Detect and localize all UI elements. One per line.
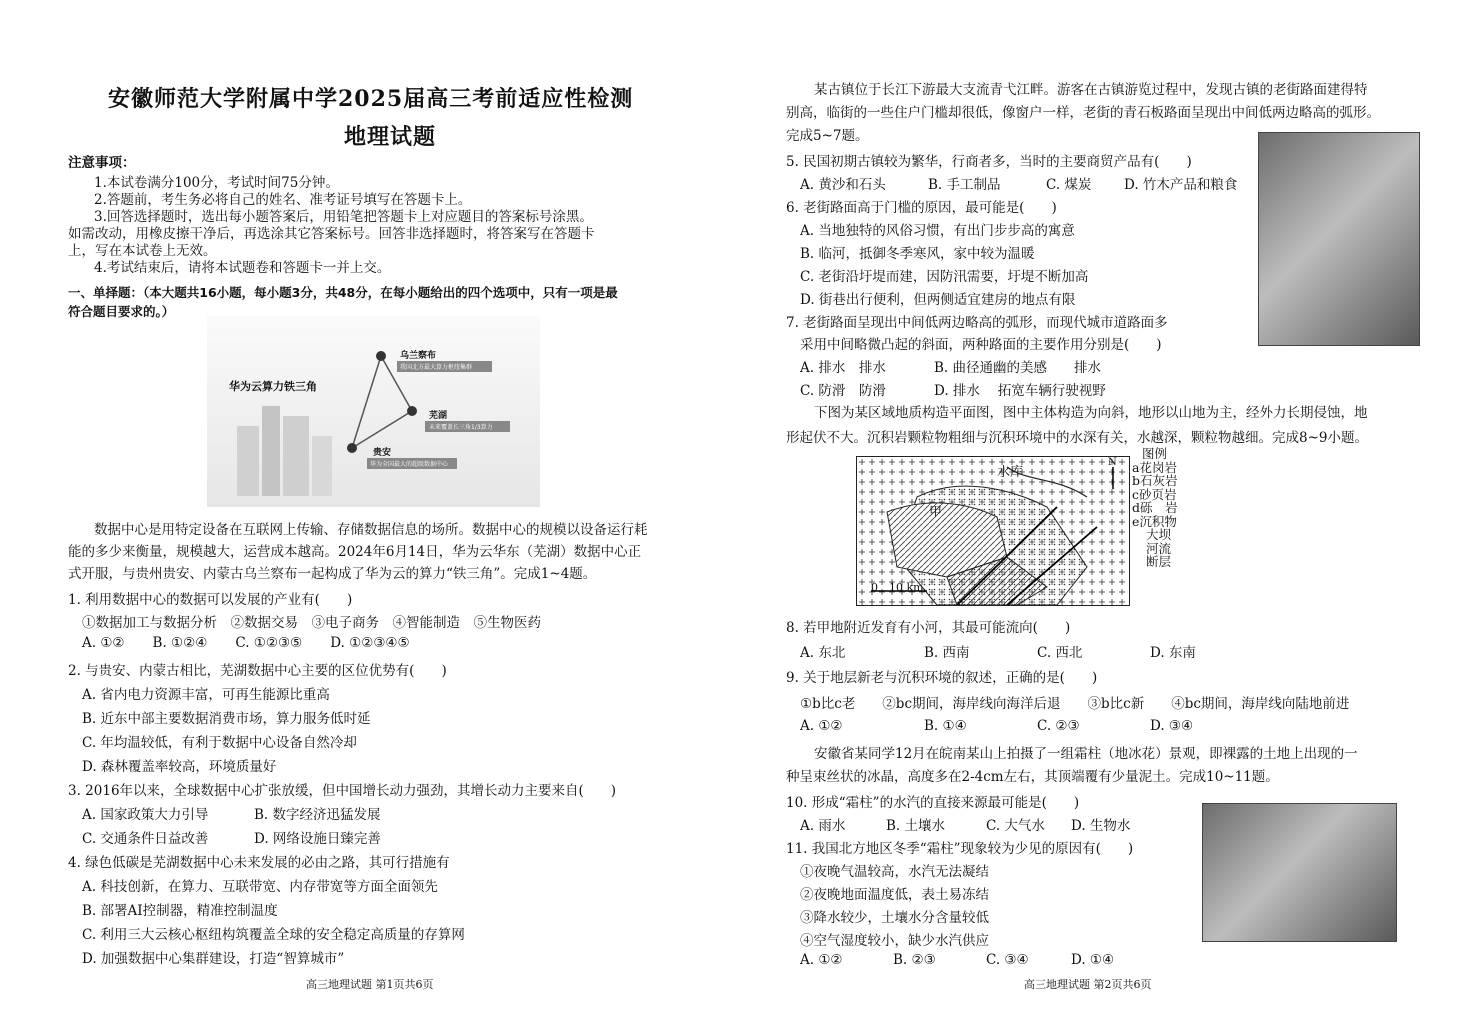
question-1-options xyxy=(82,635,438,651)
city-guian: 贵安 xyxy=(373,448,392,458)
q4-option-c[interactable]: C. 利用三大云核心枢纽构筑覆盖全球的安全稳定高质量的存算网 xyxy=(82,927,465,943)
note-4: 4.考试结束后，请将本试题卷和答题卡一并上交。 xyxy=(94,260,391,276)
map-label-jia: 甲 xyxy=(929,505,943,520)
question-9: 9. 关于地层新老与沉积环境的叙述，正确的是( ) xyxy=(786,670,1098,686)
q4-option-b[interactable]: B. 部署AI控制器，精准控制温度 xyxy=(82,903,278,919)
passage-4-line1: 安徽省某同学12月在皖南某山上拍摄了一组霜柱（地冰花）景观，即裸露的土地上出现的一 xyxy=(814,746,1358,762)
q5-option-c[interactable]: C. 煤炭 xyxy=(1046,177,1092,193)
q10-option-b[interactable]: B. 土壤水 xyxy=(886,818,946,834)
q11-item-3: ③降水较少，土壤水分含量较低 xyxy=(800,910,989,926)
note-2: 2.答题前，考生务必将自己的姓名、准考证号填写在答题卡上。 xyxy=(94,192,472,208)
question-5: 5. 民国初期古镇较为繁华，行商者多，当时的主要商贸产品有( ) xyxy=(786,154,1192,170)
q2-option-b[interactable]: B. 近东中部主要数据消费市场，算力服务低时延 xyxy=(82,711,371,727)
footer-page-1: 高三地理试题 第1页共6页 xyxy=(306,978,434,991)
legend-river: 河流 xyxy=(1146,540,1172,556)
question-4: 4. 绿色低碳是芜湖数据中心未来发展的必由之路，其可行措施有 xyxy=(68,855,450,871)
triangle-svg xyxy=(207,316,540,507)
q2-option-c[interactable]: C. 年均温较低，有利于数据中心设备自然冷却 xyxy=(82,735,357,751)
question-6: 6. 老街路面高于门槛的原因，最可能是( ) xyxy=(786,200,1057,216)
legend-dam: 大坝 xyxy=(1146,527,1172,542)
q2-option-d[interactable]: D. 森林覆盖率较高，环境质量好 xyxy=(82,759,277,775)
q9-option-a[interactable]: A. ①② xyxy=(800,718,843,734)
q11-option-c[interactable]: C. ③④ xyxy=(986,952,1029,968)
exam-subtitle: 地理试题 xyxy=(344,124,437,150)
note-3b: 如需改动，用橡皮擦干净后，再选涂其它答案标号。回答非选择题时，将答案写在答题卡 xyxy=(68,226,595,242)
city-guian-sub: 华为全国最大的超级数据中心 xyxy=(370,461,449,468)
q11-item-4: ④空气湿度较小，缺少水汽供应 xyxy=(800,933,989,949)
q5-option-d[interactable]: D. 竹木产品和粮食 xyxy=(1124,177,1238,193)
passage-3-line1: 下图为某区域地质构造平面图，图中主体构造为向斜，地形以山地为主，经外力长期侵蚀，地 xyxy=(814,405,1368,421)
map-legend xyxy=(1132,447,1227,569)
question-3: 3. 2016年以来，全球数据中心扩张放缓，但中国增长动力强劲，其增长动力主要来自( ) xyxy=(68,783,617,799)
frost-column-photo xyxy=(1202,803,1397,942)
option-c[interactable]: C. ①②③⑤ xyxy=(235,635,303,651)
q3-option-c[interactable]: C. 交通条件日益改善 xyxy=(82,831,209,847)
question-9-items: ①b比c老 ②bc期间，海岸线向海洋后退 ③b比c新 ④bc期间，海岸线向陆地前进 xyxy=(800,696,1350,712)
footer-page-2: 高三地理试题 第2页共6页 xyxy=(1024,978,1152,991)
question-10: 10. 形成“霜柱”的水汽的直接来源最可能是( ) xyxy=(786,795,1080,811)
q8-option-b[interactable]: B. 西南 xyxy=(924,645,970,661)
city-ulanqab: 乌兰察布 xyxy=(400,351,437,361)
passage-2-line3: 完成5~7题。 xyxy=(786,128,869,144)
q6-option-b[interactable]: B. 临河，抵御冬季寒风，家中较为温暖 xyxy=(800,246,1035,262)
notes-heading: 注意事项： xyxy=(68,155,136,171)
map-scale: 0 10 km xyxy=(871,581,924,594)
option-d[interactable]: D. ①②③④⑤ xyxy=(330,635,410,651)
q6-option-d[interactable]: D. 街巷出行便利，但两侧适宜建房的地点有限 xyxy=(800,292,1076,308)
q11-item-1: ①夜晚气温较高，水汽无法凝结 xyxy=(800,864,989,880)
passage-1-line2: 能的多少来衡量，规模越大，运营成本越高。2024年6月14日，华为云华东（芜湖）数据中心正 xyxy=(68,544,642,560)
q7-option-c[interactable]: C. 防滑 防滑 xyxy=(800,383,886,399)
question-1-items: ①数据加工与数据分析 ②数据交易 ③电子商务 ④智能制造 ⑤生物医药 xyxy=(82,615,541,631)
q6-option-a[interactable]: A. 当地独特的风俗习惯，有出门步步高的寓意 xyxy=(800,223,1075,239)
question-2: 2. 与贵安、内蒙古相比，芜湖数据中心主要的区位优势有( ) xyxy=(68,663,447,679)
q10-option-a[interactable]: A. 雨水 xyxy=(800,818,846,834)
q6-option-c[interactable]: C. 老街沿圩堤而建，因防汛需要，圩堤不断加高 xyxy=(800,269,1089,285)
legend-conglomerate: d砾 岩 xyxy=(1132,500,1178,515)
exam-title: 安徽师范大学附属中学2025届高三考前适应性检测 xyxy=(108,86,634,112)
q11-item-2: ②夜晚地面温度低，表土易冻结 xyxy=(800,887,989,903)
question-1: 1. 利用数据中心的数据可以发展的产业有( ) xyxy=(68,592,353,608)
legend-granite: a花岗岩 xyxy=(1132,459,1177,475)
q8-option-a[interactable]: A. 东北 xyxy=(800,645,846,661)
passage-2-line2: 别高，临街的一些住户门槛却很低，像窗户一样，老街的青石板路面呈现出中间低两边略高的弧形。 xyxy=(786,105,1380,121)
question-7-b: 采用中间略微凸起的斜面，两种路面的主要作用分别是( ) xyxy=(800,337,1162,353)
passage-3-line2: 形起伏不大。沉积岩颗粒物粗细与沉积环境中的水深有关，水越深，颗粒物越细。完成8~9小题。 xyxy=(786,430,1368,446)
q8-option-d[interactable]: D. 东南 xyxy=(1150,645,1196,661)
q5-option-a[interactable]: A. 黄沙和石头 xyxy=(800,177,886,193)
legend-limestone: b石灰岩 xyxy=(1132,473,1178,488)
legend-sediment: e沉积物 xyxy=(1132,513,1177,529)
map-label-reservoir: 水库 xyxy=(997,465,1024,480)
q10-option-c[interactable]: C. 大气水 xyxy=(986,818,1045,834)
legend-sandstone: c砂页岩 xyxy=(1132,486,1177,502)
city-wuhu: 芜湖 xyxy=(429,411,448,421)
q2-option-a[interactable]: A. 省内电力资源丰富，可再生能源比重高 xyxy=(82,687,330,703)
q9-option-b[interactable]: B. ①④ xyxy=(924,718,967,734)
q5-option-b[interactable]: B. 手工制品 xyxy=(928,177,1001,193)
q10-option-d[interactable]: D. 生物水 xyxy=(1071,818,1131,834)
legend-fault: 断层 xyxy=(1146,554,1172,569)
legend-title: 图例 xyxy=(1142,446,1168,461)
option-b[interactable]: B. ①②④ xyxy=(152,635,208,651)
passage-4-line2: 种呈束丝状的冰晶，高度多在2-4cm左右，其顶端覆有少量泥土。完成10~11题。 xyxy=(786,769,1279,785)
passage-1-line1: 数据中心是用特定设备在互联网上传输、存储数据信息的场所。数据中心的规模以设备运行耗 xyxy=(94,522,648,538)
q8-option-c[interactable]: C. 西北 xyxy=(1037,645,1083,661)
section-heading: 一、单择题：（本大题共16小题，每小题3分，共48分，在每小题给出的四个选项中，只有一项是最 xyxy=(68,285,618,300)
q7-option-d[interactable]: D. 排水 拓宽车辆行驶视野 xyxy=(934,383,1106,399)
q11-option-a[interactable]: A. ①② xyxy=(800,952,843,968)
q3-option-a[interactable]: A. 国家政策大力引导 xyxy=(82,807,209,823)
q4-option-d[interactable]: D. 加强数据中心集群建设，打造“智算城市” xyxy=(82,951,345,967)
question-7: 7. 老街路面呈现出中间低两边略高的弧形，而现代城市道路面多 xyxy=(786,315,1168,331)
huawei-triangle-figure xyxy=(207,316,540,507)
city-wuhu-sub: 未来覆盖长三角1/3算力 xyxy=(429,424,493,431)
passage-2-line1: 某古镇位于长江下游最大支流青弋江畔。游客在古镇游览过程中，发现古镇的老街路面建得特 xyxy=(814,82,1368,98)
note-1: 1.本试卷满分100分，考试时间75分钟。 xyxy=(94,175,339,191)
old-street-photo xyxy=(1258,132,1420,346)
q9-option-c[interactable]: C. ②③ xyxy=(1037,718,1080,734)
passage-1-line3: 式开服，与贵州贵安、内蒙古乌兰察布一起构成了华为云的算力“铁三角”。完成1~4题。 xyxy=(68,566,597,582)
option-a[interactable]: A. ①② xyxy=(82,635,125,651)
city-ulanqab-sub: 我国北方最大算力枢纽集群 xyxy=(400,364,473,371)
q11-option-b[interactable]: B. ②③ xyxy=(893,952,936,968)
q3-option-d[interactable]: D. 网络设施日臻完善 xyxy=(254,831,381,847)
question-8: 8. 若甲地附近发育有小河，其最可能流向( ) xyxy=(786,620,1071,636)
question-11: 11. 我国北方地区冬季“霜柱”现象较为少见的原因有( ) xyxy=(786,841,1134,857)
section-heading-2: 符合题目要求的。） xyxy=(68,304,175,319)
q3-option-b[interactable]: B. 数字经济迅猛发展 xyxy=(254,807,381,823)
q4-option-a[interactable]: A. 科技创新，在算力、互联带宽、内存带宽等方面全面领先 xyxy=(82,879,438,895)
triangle-label: 华为云算力铁三角 xyxy=(229,380,317,393)
north-arrow-icon: N xyxy=(1108,457,1117,468)
q9-option-d[interactable]: D. ③④ xyxy=(1150,718,1194,734)
note-3c: 上，写在本试卷上无效。 xyxy=(68,243,217,259)
q11-option-d[interactable]: D. ①④ xyxy=(1071,952,1115,968)
q7-option-a[interactable]: A. 排水 排水 xyxy=(800,360,886,376)
note-3: 3.回答选择题时，选出每小题答案后，用铅笔把答题卡上对应题目的答案标号涂黑。 xyxy=(94,209,593,225)
geologic-map xyxy=(856,456,1130,606)
q7-option-b[interactable]: B. 曲径通幽的美感 排水 xyxy=(934,360,1102,376)
